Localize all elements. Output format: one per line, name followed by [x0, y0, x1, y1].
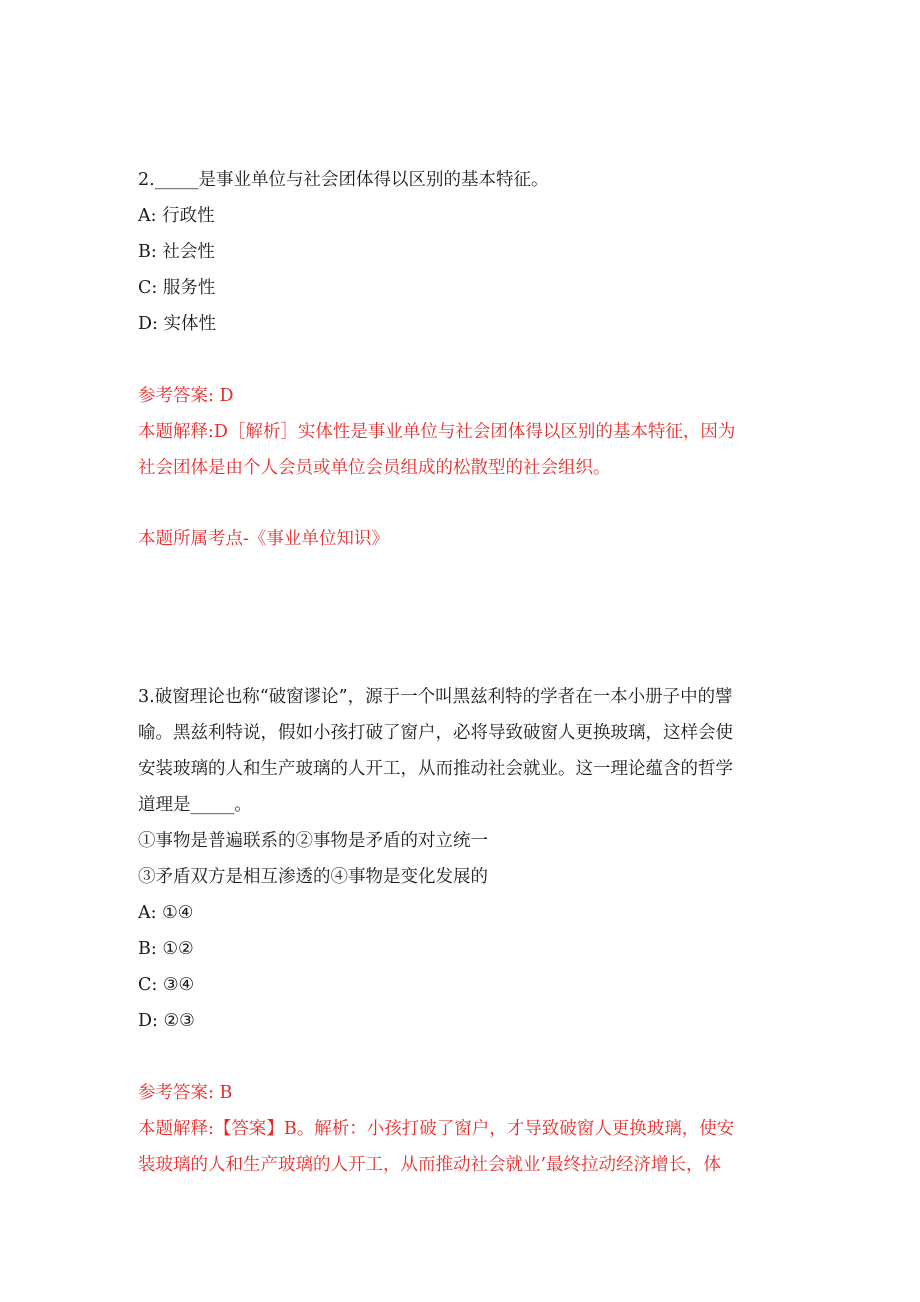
q2-topic: 本题所属考点-《事业单位知识》: [138, 529, 389, 549]
q3-stem-line-3: 安装玻璃的人和生产玻璃的人开工，从而推动社会就业。这一理论蕴含的哲学: [138, 759, 733, 779]
q2-option-c: C: 服务性: [138, 278, 216, 298]
q3-explanation-line-1: 本题解释:【答案】B。解析：小孩打破了窗户，才导致破窗人更换玻璃，使安: [138, 1119, 735, 1139]
q2-explanation-line-1: 本题解释:D［解析］实体性是事业单位与社会团体得以区别的基本特征，因为: [138, 422, 736, 442]
q3-stem-line-1: 3.破窗理论也称“破窗谬论”，源于一个叫黑兹利特的学者在一本小册子中的譬: [138, 687, 733, 707]
q3-stem-line-4: 道理是_____。: [138, 795, 252, 815]
q2-answer: 参考答案: D: [138, 386, 234, 406]
q3-stem-line-2: 喻。黑兹利特说，假如小孩打破了窗户，必将导致破窗人更换玻璃，这样会使: [138, 723, 733, 743]
q3-option-a: A: ①④: [138, 903, 194, 923]
q2-stem: 2._____是事业单位与社会团体得以区别的基本特征。: [138, 170, 549, 190]
q3-option-c: C: ③④: [138, 975, 195, 995]
q3-option-d: D: ②③: [138, 1011, 195, 1031]
q2-option-d: D: 实体性: [138, 314, 216, 334]
q2-option-b: B: 社会性: [138, 242, 215, 262]
q3-option-b: B: ①②: [138, 939, 194, 959]
q3-statement-2: ③矛盾双方是相互渗透的④事物是变化发展的: [138, 867, 488, 887]
q2-option-a: A: 行政性: [138, 206, 215, 226]
q3-answer: 参考答案: B: [138, 1083, 233, 1103]
q3-explanation-line-2: 装玻璃的人和生产玻璃的人开工，从而推动社会就业’最终拉动经济增长，体: [138, 1155, 722, 1175]
q2-explanation-line-2: 社会团体是由个人会员或单位会员组成的松散型的社会组织。: [138, 458, 611, 478]
q3-statement-1: ①事物是普遍联系的②事物是矛盾的对立统一: [138, 831, 488, 851]
